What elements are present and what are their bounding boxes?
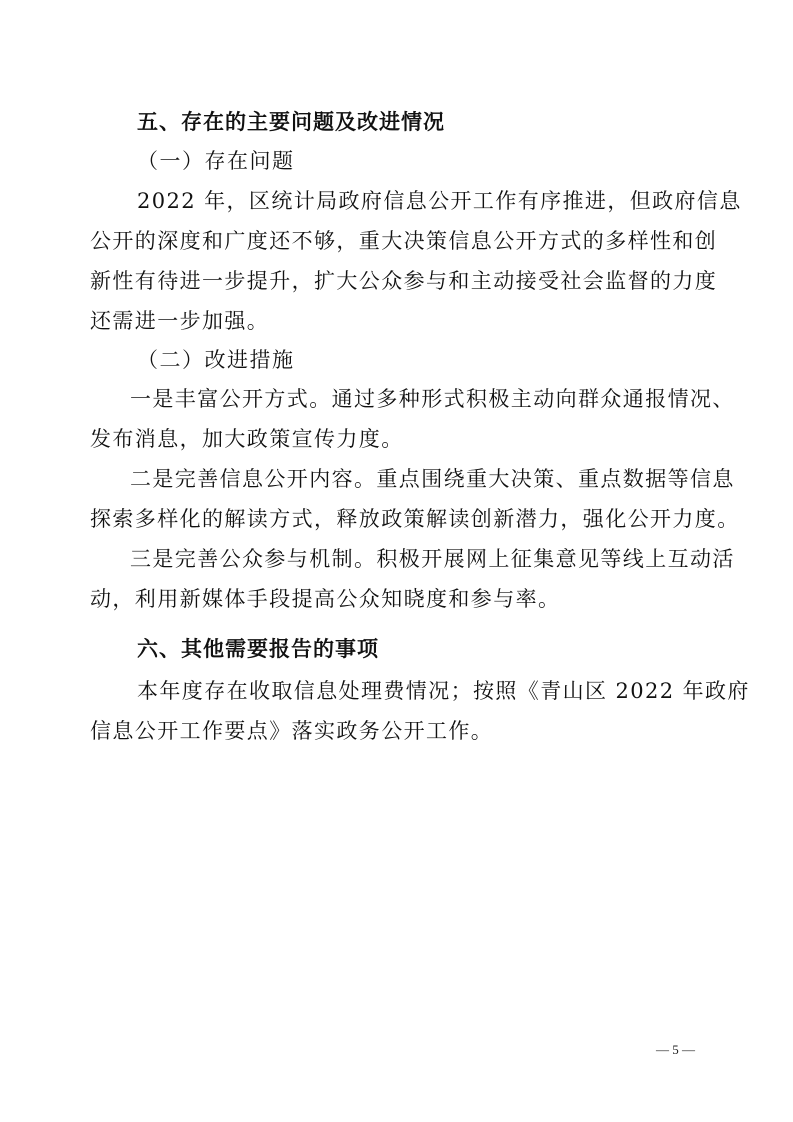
measure-1-line-1: 一是丰富公开方式。通过多种形式积极主动向群众通报情况、 [130, 387, 735, 411]
measure-1-line-2: 发布消息，加大政策宣传力度。 [90, 427, 404, 451]
section-6-line-2: 信息公开工作要点》落实政务公开工作。 [90, 719, 494, 743]
problems-paragraph-line-4: 还需进一步加强。 [90, 309, 270, 333]
section-6-line-1: 本年度存在收取信息处理费情况；按照《青山区 2022 年政府 [137, 679, 750, 703]
problems-paragraph-line-2: 公开的深度和广度还不够，重大决策信息公开方式的多样性和创 [90, 229, 718, 253]
measure-2-line-2: 探索多样化的解读方式，释放政策解读创新潜力，强化公开力度。 [90, 507, 740, 531]
section-6-heading: 六、其他需要报告的事项 [137, 637, 379, 661]
measure-3-line-2: 动，利用新媒体手段提高公众知晓度和参与率。 [90, 587, 561, 611]
section-5-heading: 五、存在的主要问题及改进情况 [137, 110, 445, 134]
measure-2-line-1: 二是完善信息公开内容。重点围绕重大决策、重点数据等信息 [130, 467, 735, 491]
page-number: — 5 — [656, 1042, 695, 1057]
problems-paragraph-line-3: 新性有待进一步提升，扩大公众参与和主动接受社会监督的力度 [90, 269, 718, 293]
problems-paragraph-line-1: 2022 年，区统计局政府信息公开工作有序推进，但政府信息 [137, 189, 742, 213]
subsection-problems-heading: （一）存在问题 [137, 149, 295, 173]
subsection-measures-heading: （二）改进措施 [137, 348, 295, 372]
measure-3-line-1: 三是完善公众参与机制。积极开展网上征集意见等线上互动活 [130, 547, 735, 571]
